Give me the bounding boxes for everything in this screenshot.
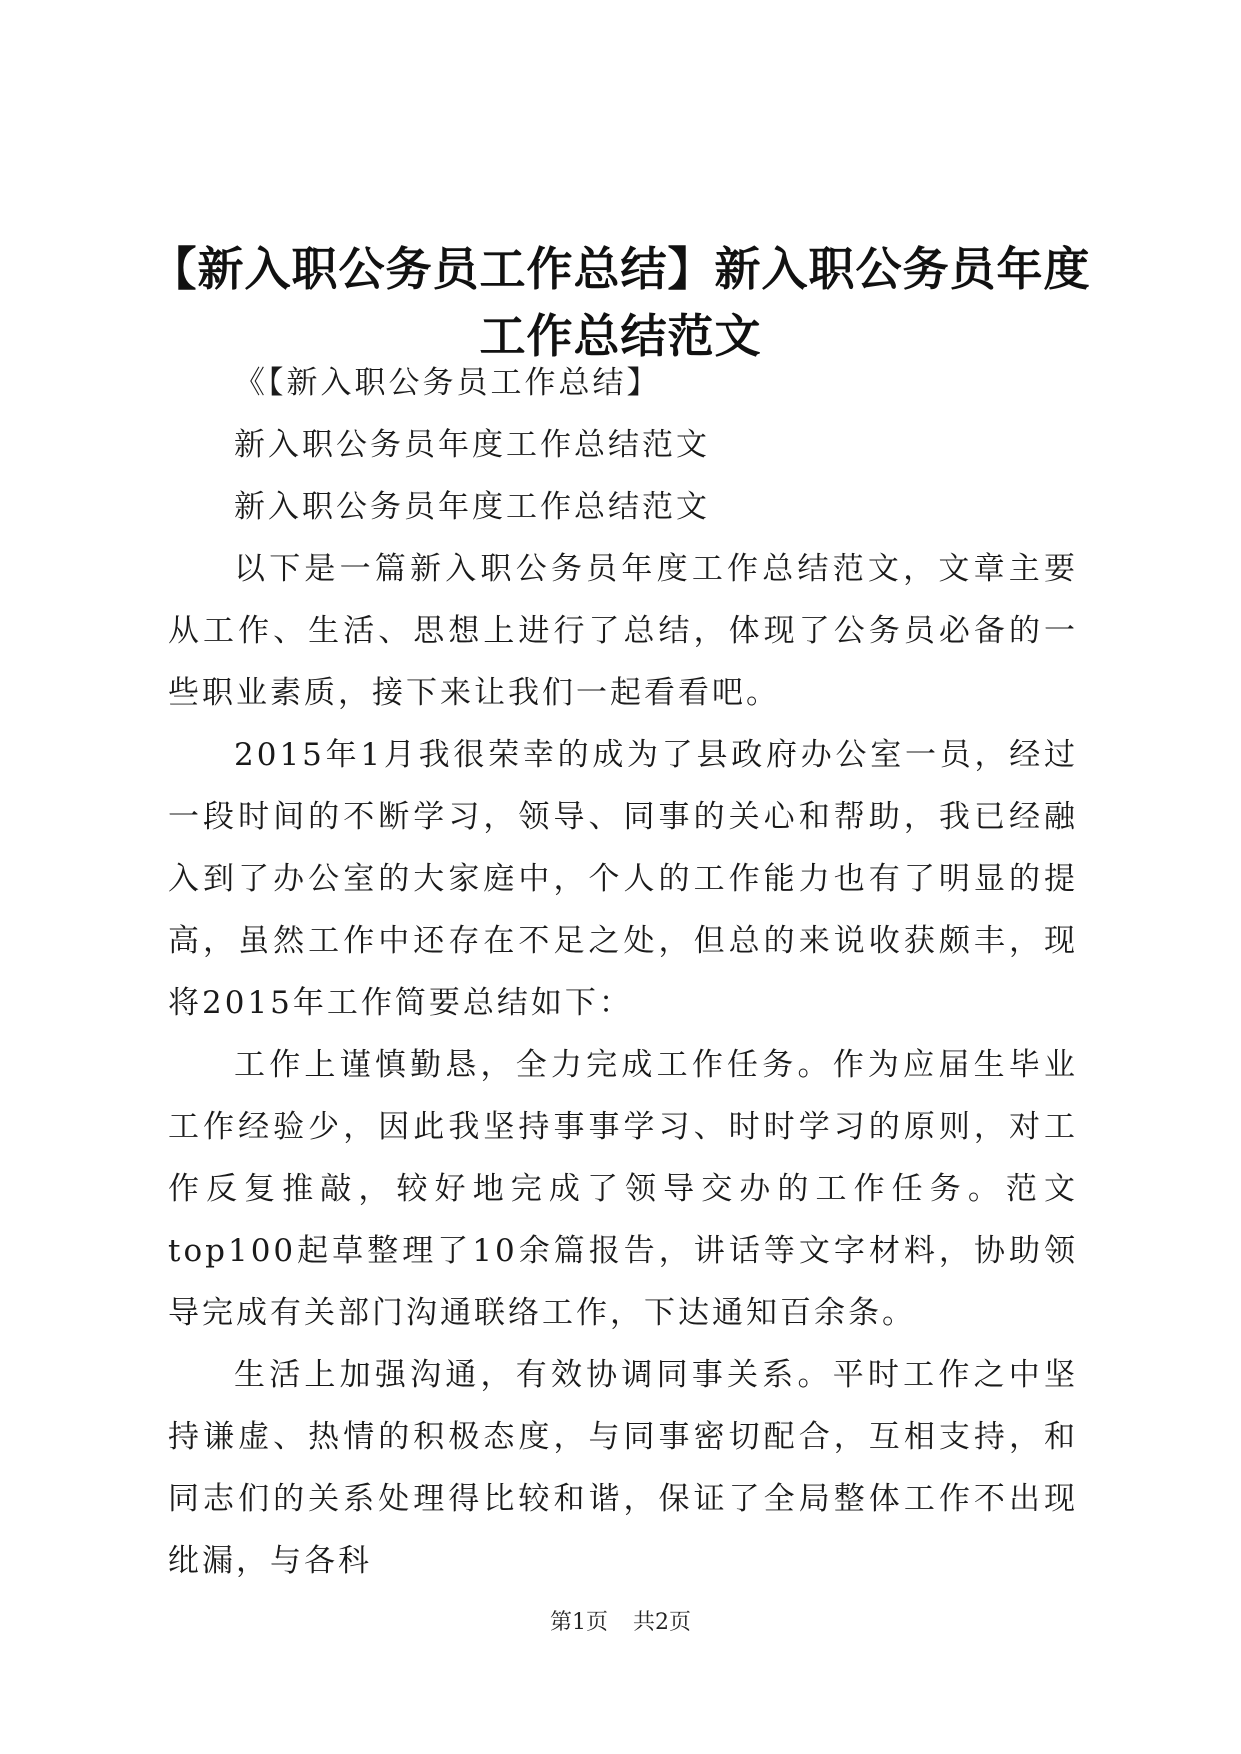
document-body — [168, 352, 1078, 1592]
paragraph: 生活上加强沟通，有效协调同事关系。平时工作之中坚持谦虚、热情的积极态度，与同事密切配合，互相支持，和同志们的关系处理得比较和谐，保证了全局整体工作不出现纰漏，与各科 — [168, 1357, 1078, 1579]
document-title — [140, 236, 1101, 370]
paragraph: 新入职公务员年度工作总结范文 — [234, 427, 710, 463]
paragraph: 以下是一篇新入职公务员年度工作总结范文，文章主要从工作、生活、思想上进行了总结，体现了公务员必备的一些职业素质，接下来让我们一起看看吧。 — [168, 551, 1078, 711]
paragraph: 工作上谨慎勤恳，全力完成工作任务。作为应届生毕业工作经验少，因此我坚持事事学习、时时学习的原则，对工作反复推敲，较好地完成了领导交办的工作任务。范文top100起草整理了10余篇报告，讲话等文字材料，协助领导完成有关部门沟通联络工作，下达通知百余条。 — [168, 1047, 1078, 1331]
paragraph: 《【新入职公务员工作总结】 — [234, 365, 661, 401]
paragraph: 2015年1月我很荣幸的成为了县政府办公室一员，经过一段时间的不断学习，领导、同事的关心和帮助，我已经融入到了办公室的大家庭中，个人的工作能力也有了明显的提高，虽然工作中还存在不足之处，但总的来说收获颇丰，现将2015年工作简要总结如下： — [168, 737, 1078, 1021]
page-total: 共2页 — [633, 1610, 691, 1635]
paragraph: 新入职公务员年度工作总结范文 — [234, 489, 710, 525]
page-number: 第1页 — [550, 1610, 608, 1635]
page-footer — [0, 1608, 1241, 1638]
title-line-1: 【新入职公务员工作总结】新入职公务员年度 — [150, 241, 1091, 296]
title-line-2: 工作总结范文 — [479, 308, 762, 363]
